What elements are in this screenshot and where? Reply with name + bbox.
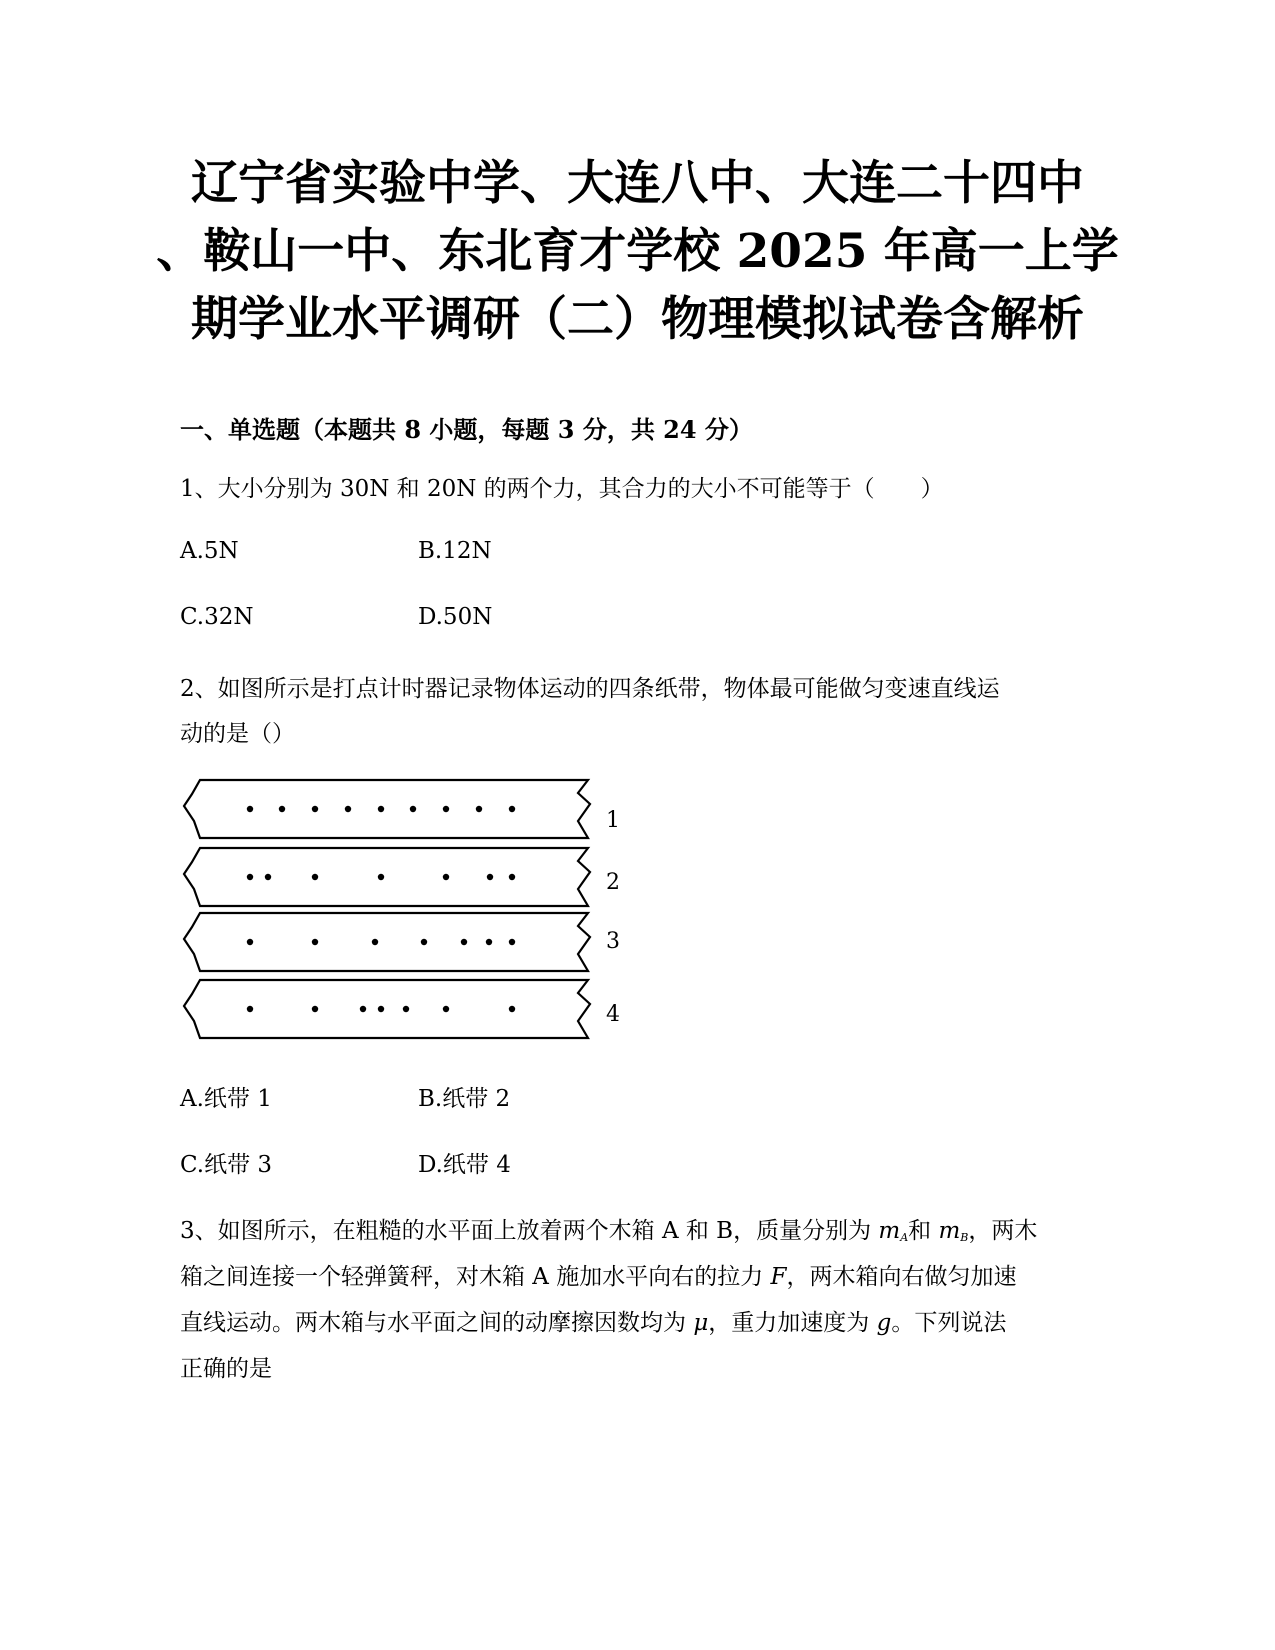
ticker-tape-3 — [184, 913, 590, 971]
tape-1-dot — [345, 806, 351, 812]
tape-4-dot — [509, 1006, 515, 1012]
mass-a-symbol — [878, 1218, 908, 1244]
tape-label-3: 3 — [606, 929, 620, 954]
ticker-tape-1 — [184, 780, 590, 838]
tape-1-dot — [443, 806, 449, 812]
tape-1-dot — [476, 806, 482, 812]
title-line-3: 期学业水平调研（二）物理模拟试卷含解析 — [191, 292, 1084, 347]
tape-1-dot — [279, 806, 285, 812]
mass-a-subscript: A — [900, 1231, 909, 1244]
tape-4-dot — [360, 1006, 366, 1012]
question-3-text: ，两木 — [968, 1218, 1038, 1244]
mass-a-base: m — [878, 1218, 901, 1244]
question-2-option-c: C.纸带 3 — [180, 1152, 273, 1178]
tape-label-1: 1 — [606, 808, 620, 833]
gravity-symbol: g — [876, 1310, 892, 1336]
question-3-text: 直线运动。两木箱与水平面之间的动摩擦因数均为 — [180, 1310, 694, 1336]
mass-b-symbol — [938, 1218, 968, 1244]
tape-2-dot — [443, 874, 449, 880]
tape-3-dot — [461, 939, 467, 945]
tape-2-dot — [509, 874, 515, 880]
question-3-line-3 — [180, 1304, 1006, 1337]
question-3-text: ，两木箱向右做匀加速 — [786, 1264, 1017, 1290]
ticker-tape-4 — [184, 980, 590, 1038]
exam-title — [150, 150, 1125, 354]
question-1-option-b: B.12N — [418, 538, 492, 564]
tape-4-dot — [378, 1006, 384, 1012]
tape-2-dot — [312, 874, 318, 880]
tape-4-dot — [403, 1006, 409, 1012]
question-2-stem-line-1: 2、如图所示是打点计时器记录物体运动的四条纸带，物体最可能做匀变速直线运 — [180, 676, 1000, 702]
tape-1-dot — [509, 806, 515, 812]
question-3-line-1 — [180, 1212, 1037, 1245]
question-3-text: 和 — [908, 1218, 939, 1244]
tape-3-dot — [247, 939, 253, 945]
question-3-text: 箱之间连接一个轻弹簧秤，对木箱 A 施加水平向右的拉力 — [180, 1264, 771, 1290]
question-2-stem-line-2: 动的是（） — [180, 721, 295, 747]
tape-1-dot — [312, 806, 318, 812]
question-3-text: ，重力加速度为 — [708, 1310, 877, 1336]
tape-3-dot — [372, 939, 378, 945]
mass-b-base: m — [938, 1218, 961, 1244]
title-line-2: 、鞍山一中、东北育才学校 2025 年高一上学 — [156, 224, 1119, 279]
title-line-1: 辽宁省实验中学、大连八中、大连二十四中 — [191, 156, 1084, 211]
ticker-tape-2 — [184, 848, 590, 906]
question-1-option-c: C.32N — [180, 604, 254, 630]
question-3-line-2 — [180, 1258, 1017, 1291]
tape-1-dot — [378, 806, 384, 812]
ticker-tape-figure — [170, 775, 640, 1045]
question-2-option-a: A.纸带 1 — [180, 1086, 272, 1112]
tape-4-dot — [312, 1006, 318, 1012]
tape-1-dot — [247, 806, 253, 812]
tape-4-dot — [443, 1006, 449, 1012]
tape-label-4: 4 — [606, 1002, 620, 1027]
tape-2-dot — [247, 874, 253, 880]
tape-3-dot — [421, 939, 427, 945]
question-1-stem: 1、大小分别为 30N 和 20N 的两个力，其合力的大小不可能等于（ ） — [180, 476, 944, 502]
question-1-option-d: D.50N — [418, 604, 493, 630]
question-1-option-a: A.5N — [180, 538, 239, 564]
section-heading-single-choice: 一、单选题（本题共 8 小题，每题 3 分，共 24 分） — [180, 415, 753, 444]
mass-b-subscript: B — [960, 1231, 969, 1244]
question-3-line-4: 正确的是 — [180, 1356, 272, 1382]
tape-2-dot — [265, 874, 271, 880]
question-3-text: 3、如图所示，在粗糙的水平面上放着两个木箱 A 和 B，质量分别为 — [180, 1218, 879, 1244]
force-symbol: F — [770, 1264, 787, 1290]
tape-label-2: 2 — [606, 870, 620, 895]
tape-2-dot — [487, 874, 493, 880]
question-3-text: 。下列说法 — [891, 1310, 1007, 1336]
question-2-option-b: B.纸带 2 — [418, 1086, 511, 1112]
tape-2-dot — [378, 874, 384, 880]
friction-coefficient-symbol: μ — [693, 1310, 709, 1336]
question-2-option-d: D.纸带 4 — [418, 1152, 511, 1178]
tape-3-dot — [312, 939, 318, 945]
tape-1-dot — [410, 806, 416, 812]
tape-3-dot — [509, 939, 515, 945]
tape-3-dot — [486, 939, 492, 945]
tape-4-dot — [247, 1006, 253, 1012]
